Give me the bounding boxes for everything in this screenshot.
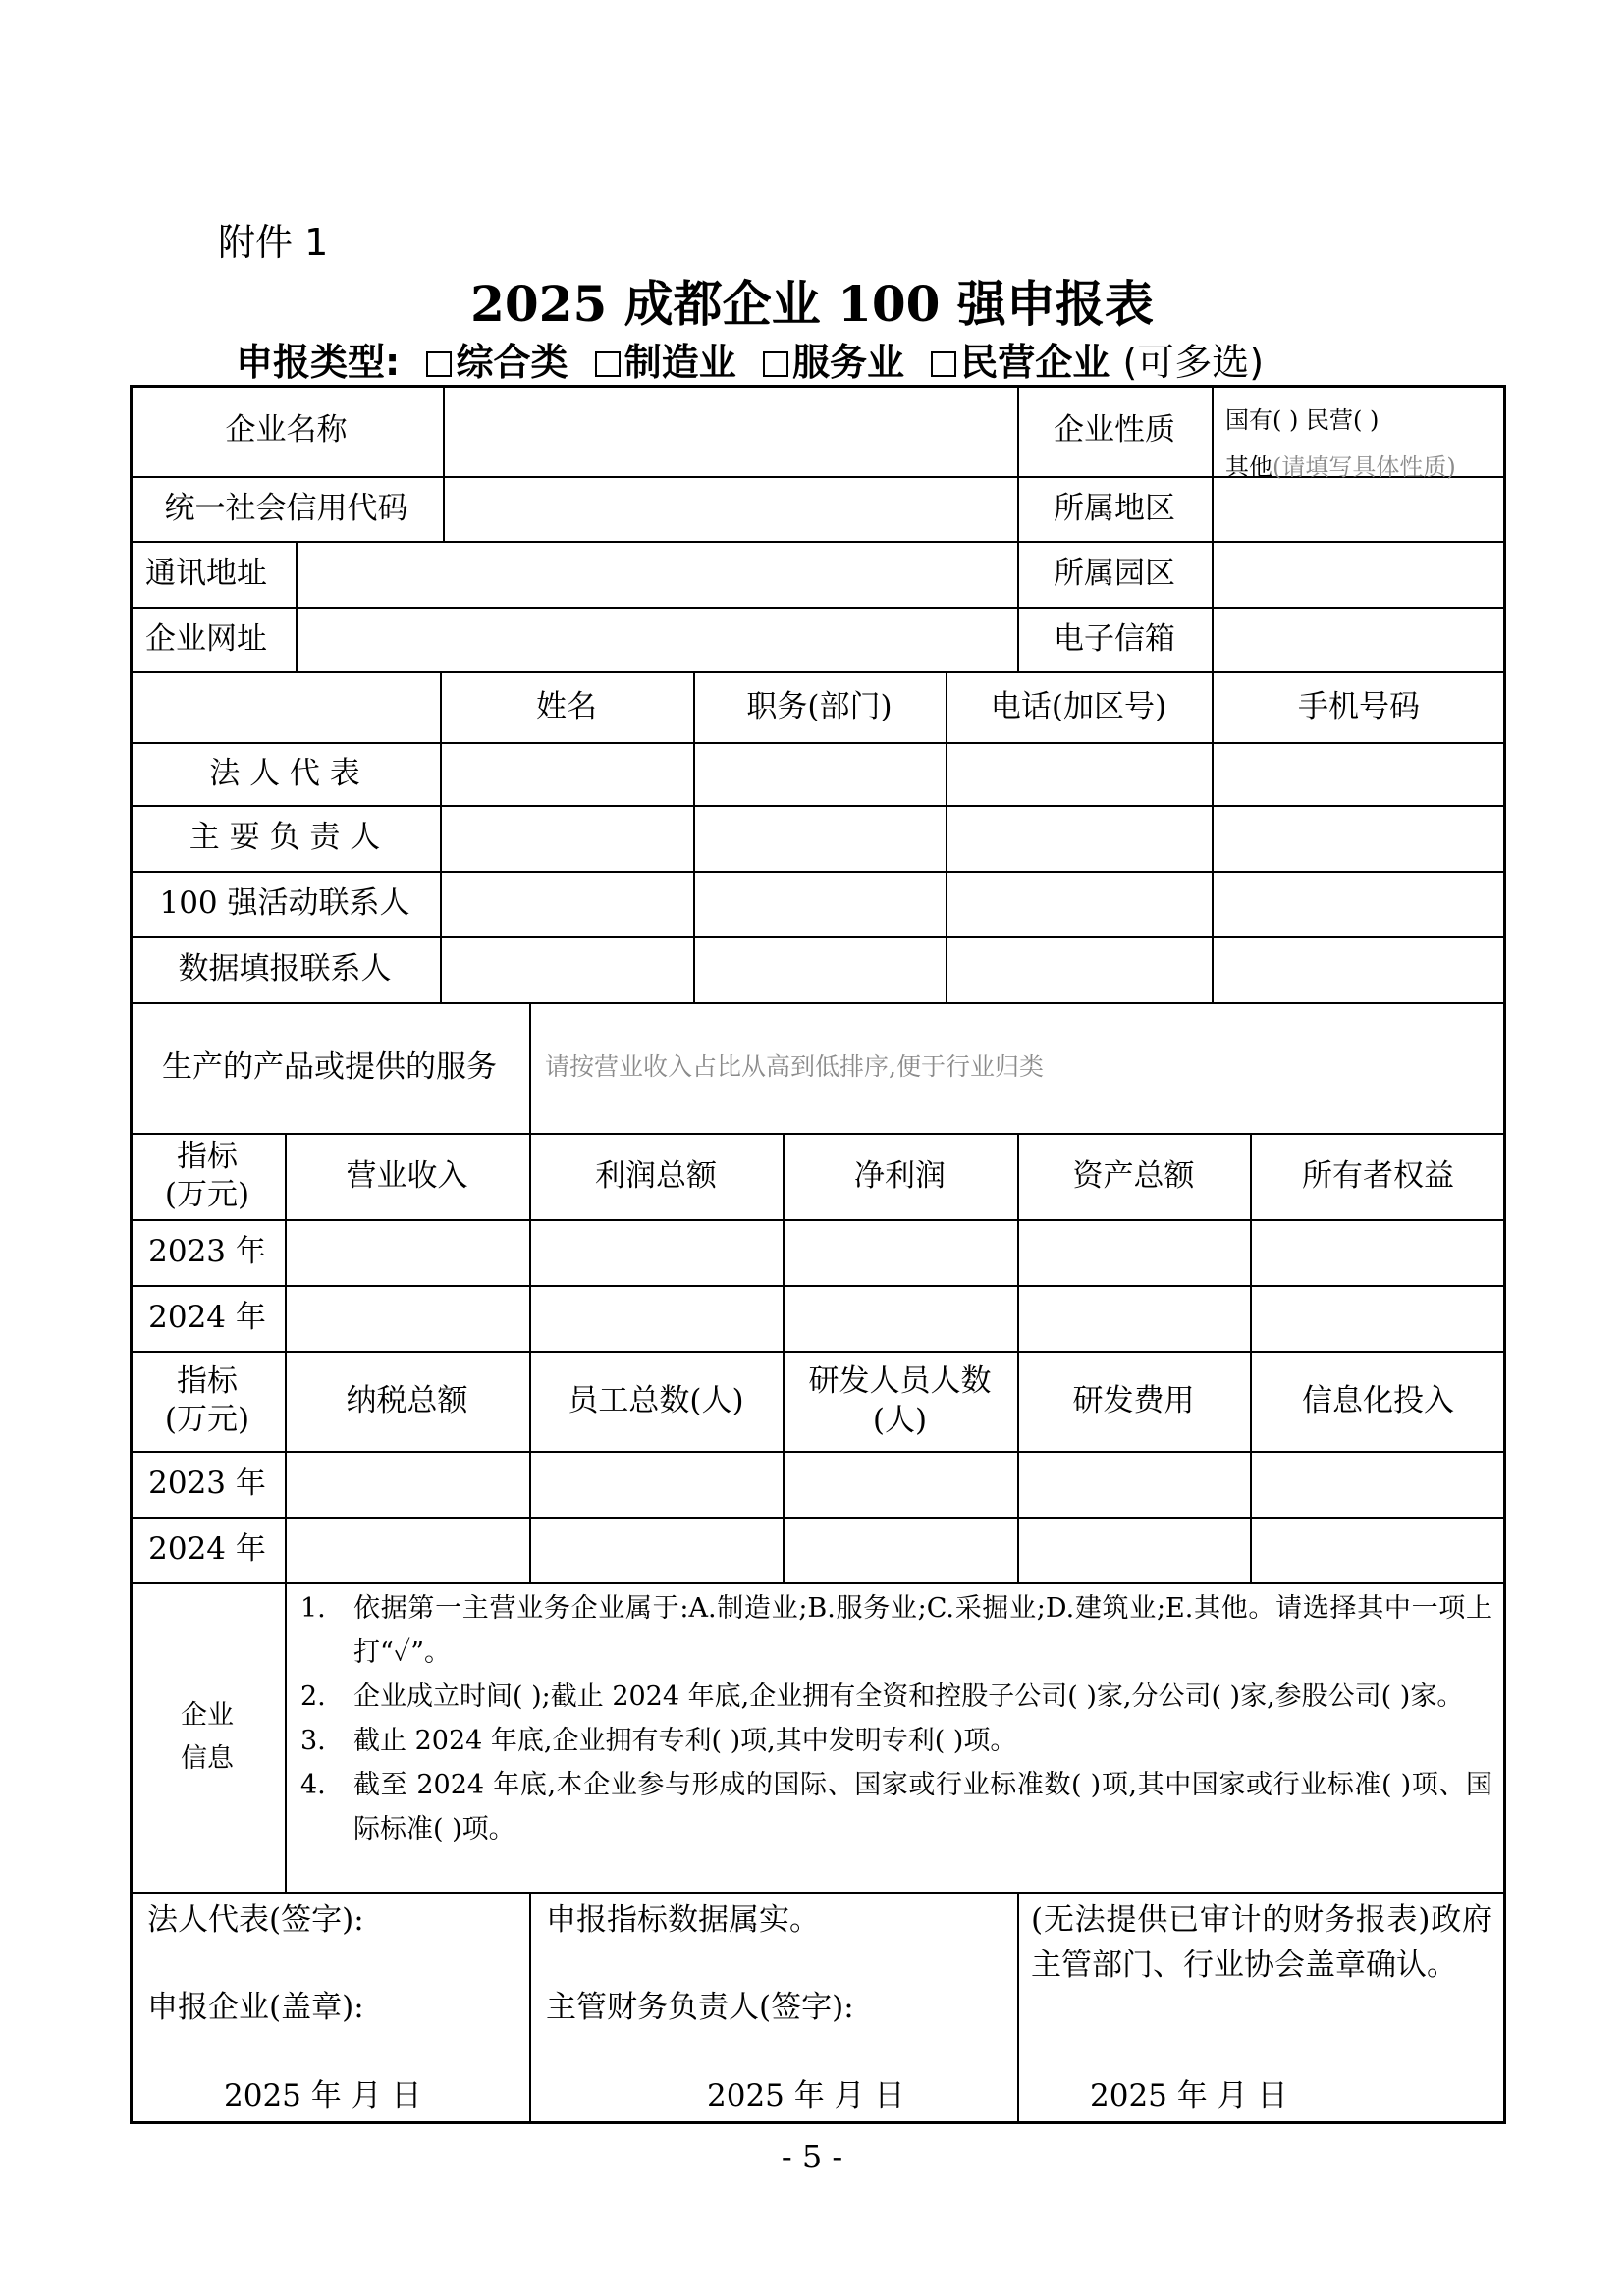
company-info-list: [300, 1586, 1492, 1851]
indicator1-label: 指标 (万元): [164, 1139, 250, 1212]
list-item[interactable]: 3. 截止 2024 年底,企业拥有专利( )项,其中发明专利( )项。: [300, 1726, 1017, 1756]
address-label: 通讯地址: [145, 556, 267, 592]
company-seal[interactable]: 申报企业(盖章):: [147, 1990, 364, 2025]
header-total-profit: 利润总额: [595, 1157, 717, 1194]
company-name-input[interactable]: [443, 385, 1017, 476]
year-2024-row2: 2024 年: [148, 1531, 266, 1568]
option-private[interactable]: 民营企业: [931, 341, 1110, 384]
nature-other[interactable]: 其他(请填写具体性质): [1225, 454, 1456, 481]
declare-type-label: 申报类型:: [236, 341, 401, 384]
header-owner-equity: 所有者权益: [1302, 1157, 1454, 1194]
credit-code-input[interactable]: [443, 476, 1017, 541]
products-label: 生产的产品或提供的服务: [162, 1049, 497, 1086]
header-employees: 员工总数(人): [568, 1382, 744, 1418]
header-net-profit: 净利润: [854, 1157, 946, 1194]
list-item[interactable]: 2. 企业成立时间( );截止 2024 年底,企业拥有全资和控股子公司( )家,分公司( )家,参股公司( )家。: [300, 1682, 1464, 1712]
attachment-label: 附件 1: [218, 221, 329, 264]
date-middle: 2025 年 月 日: [707, 2078, 905, 2113]
address-input[interactable]: [296, 541, 1017, 607]
region-label: 所属地区: [1054, 490, 1175, 526]
email-input[interactable]: [1212, 607, 1506, 671]
role-activity-contact: 100 强活动联系人: [159, 885, 410, 922]
products-input[interactable]: 请按营业收入占比从高到低排序,便于行业归类: [545, 1052, 1044, 1082]
header-total-assets: 资产总额: [1072, 1157, 1195, 1194]
year-2024-row1: 2024 年: [148, 1300, 266, 1336]
legal-rep-signature[interactable]: 法人代表(签字):: [147, 1902, 364, 1938]
role-data-contact: 数据填报联系人: [178, 951, 392, 988]
indicator2-label: 指标 (万元): [164, 1363, 250, 1437]
credit-code-label: 统一社会信用代码: [164, 490, 408, 526]
multi-select-note: (可多选): [1122, 341, 1265, 384]
page-number: - 5 -: [781, 2138, 843, 2175]
header-tax: 纳税总额: [346, 1382, 468, 1418]
nature-other-hint: (请填写具体性质): [1272, 454, 1456, 481]
website-input[interactable]: [296, 607, 1017, 671]
header-rd-staff: 研发人员人数 (人): [808, 1362, 992, 1438]
data-true-statement: 申报指标数据属实。: [546, 1902, 820, 1938]
date-right: 2025 年 月 日: [1090, 2078, 1288, 2113]
park-label: 所属园区: [1054, 556, 1175, 592]
gov-confirmation-note: (无法提供已审计的财务报表)政府主管部门、行业协会盖章确认。: [1031, 1902, 1492, 1983]
header-revenue: 营业收入: [346, 1157, 468, 1194]
contact-header-phone: 电话(加区号): [990, 688, 1167, 724]
option-manufacturing[interactable]: 制造业: [595, 341, 736, 384]
contact-header-mobile: 手机号码: [1298, 688, 1420, 724]
finance-head-signature[interactable]: 主管财务负责人(签字):: [546, 1990, 854, 2025]
date-left: 2025 年 月 日: [224, 2078, 422, 2113]
form-title: 2025 成都企业 100 强申报表: [470, 275, 1154, 333]
role-principal: 主 要 负 责 人: [189, 820, 381, 856]
nature-state-private[interactable]: 国有( ) 民营( ): [1225, 406, 1380, 434]
contact-header-position: 职务(部门): [746, 688, 893, 724]
header-it-investment: 信息化投入: [1302, 1382, 1454, 1418]
region-input[interactable]: [1212, 476, 1506, 541]
year-2023-row2: 2023 年: [148, 1466, 266, 1502]
role-legal-rep: 法 人 代 表: [209, 755, 360, 791]
option-service[interactable]: 服务业: [763, 341, 904, 384]
year-2023-row1: 2023 年: [148, 1234, 266, 1270]
company-info-label: 企业 信息: [181, 1700, 234, 1774]
list-item[interactable]: 1. 依据第一主营业务企业属于:A.制造业;B.服务业;C.采掘业;D.建筑业;E.其他。请选择其中一项上打“✓”。: [300, 1593, 1492, 1668]
company-nature-label: 企业性质: [1054, 412, 1175, 449]
website-label: 企业网址: [145, 620, 267, 657]
header-rd-cost: 研发费用: [1072, 1382, 1195, 1418]
list-item[interactable]: 4. 截至 2024 年底,本企业参与形成的国际、国家或行业标准数( )项,其中国家或行业标准( )项、国际标准( )项。: [300, 1770, 1492, 1844]
company-name-label: 企业名称: [225, 412, 348, 449]
option-comprehensive[interactable]: 综合类: [426, 341, 568, 384]
email-label: 电子信箱: [1054, 620, 1175, 657]
contact-header-name: 姓名: [536, 688, 597, 724]
park-input[interactable]: [1212, 541, 1506, 607]
